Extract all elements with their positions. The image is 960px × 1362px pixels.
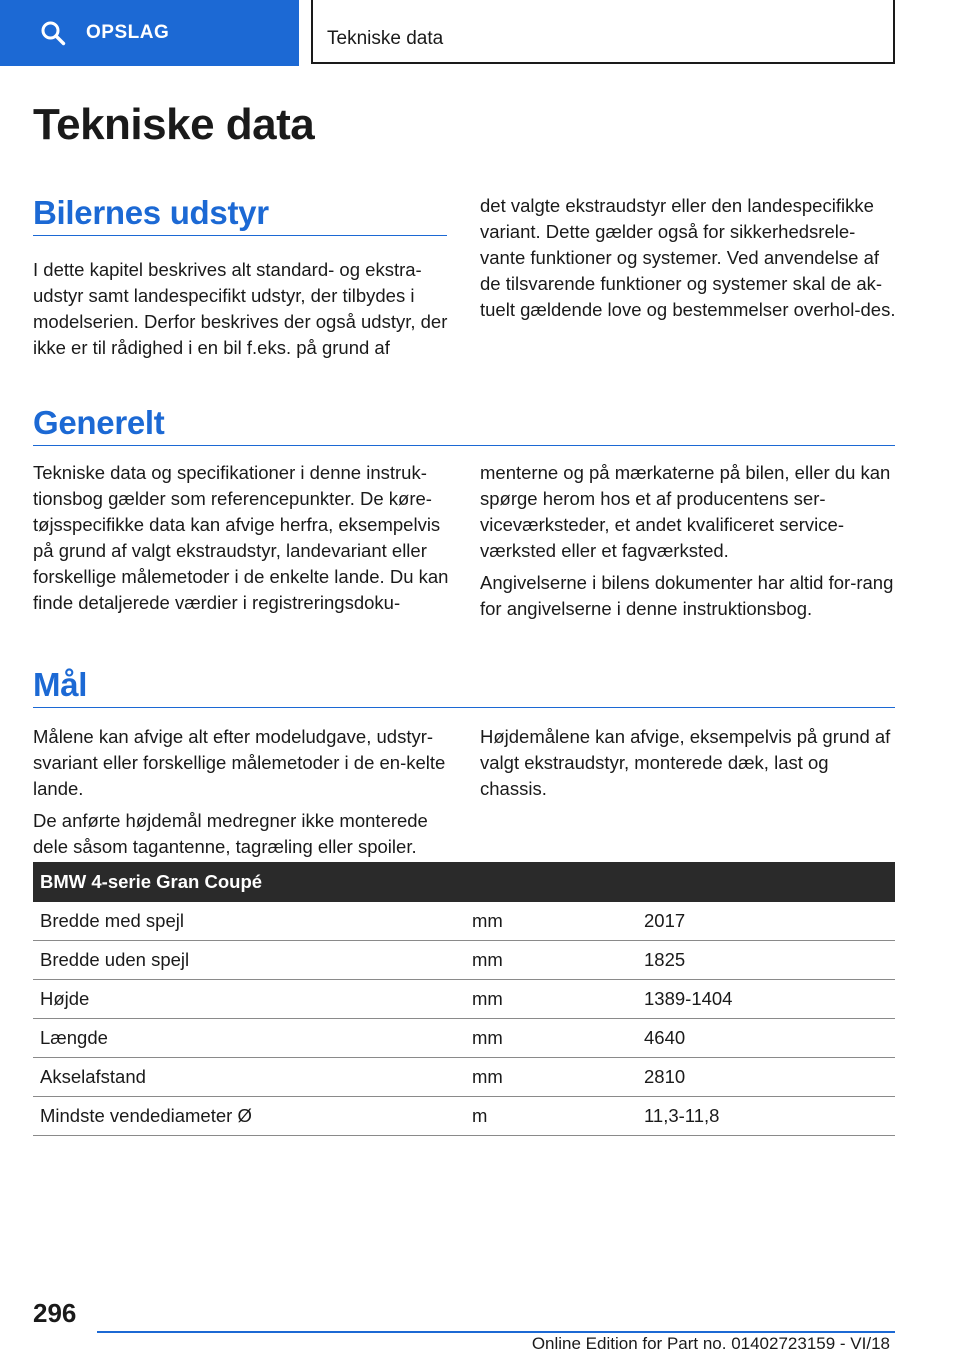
- table-row: [33, 1058, 895, 1097]
- text-column-maal-right: [480, 724, 898, 808]
- text-column-generelt-right: [480, 460, 898, 628]
- text-column-bilernes-left: [33, 257, 451, 367]
- paragraph: Angivelserne i bilens dokumenter har altid for-rang for angivelserne i denne instruktionsbog.: [480, 572, 894, 619]
- row-value: 1825: [637, 941, 895, 980]
- section-rule-generelt: [33, 445, 895, 446]
- table-row: [33, 941, 895, 980]
- row-unit: mm: [465, 902, 637, 941]
- section-heading-maal: Mål: [33, 666, 88, 703]
- paragraph: menterne og på mærkaterne på bilen, eller du kan spørge herom hos et af producentens ser-viceværksteder, et andet kvalificeret service-værksted eller et fagværksted.: [480, 462, 891, 561]
- row-label: Mindste vendediameter Ø: [33, 1097, 465, 1136]
- footer-rule: [97, 1331, 895, 1333]
- table-row: [33, 1097, 895, 1136]
- row-unit: mm: [465, 1058, 637, 1097]
- section-rule-bilernes: [33, 235, 447, 236]
- row-unit: mm: [465, 1019, 637, 1058]
- footer-edition-text: Online Edition for Part no. 01402723159 - VI/18: [531, 1334, 890, 1353]
- row-unit: m: [465, 1097, 637, 1136]
- paragraph: De anførte højdemål medregner ikke monterede dele såsom tagantenne, tagræling eller spoiler.: [33, 810, 428, 857]
- row-value: 1389-1404: [637, 980, 895, 1019]
- text-column-maal-left: [33, 724, 451, 866]
- breadcrumb[interactable]: Tekniske data: [311, 0, 895, 64]
- row-unit: mm: [465, 980, 637, 1019]
- row-label: Akselafstand: [33, 1058, 465, 1097]
- paragraph: I dette kapitel beskrives alt standard- og ekstra-udstyr samt landespecifikt udstyr, der tilbydes i modelserien. Derfor beskrives der også udstyr, der ikke er til rådighed i en bil f.eks. på grund af: [33, 259, 448, 358]
- table-header: BMW 4-serie Gran Coupé: [33, 862, 895, 902]
- row-value: 4640: [637, 1019, 895, 1058]
- row-label: Højde: [33, 980, 465, 1019]
- row-value: 2810: [637, 1058, 895, 1097]
- table-row: [33, 1019, 895, 1058]
- row-value: 2017: [637, 902, 895, 941]
- top-bar: [0, 0, 960, 66]
- search-button[interactable]: [0, 0, 299, 66]
- search-icon: [40, 20, 66, 46]
- section-rule-maal: [33, 707, 895, 708]
- section-heading-generelt: Generelt: [33, 404, 165, 441]
- row-unit: mm: [465, 941, 637, 980]
- dimensions-table: [33, 862, 895, 1136]
- search-label: OPSLAG: [86, 22, 170, 43]
- text-column-bilernes-right: [480, 193, 898, 329]
- row-label: Længde: [33, 1019, 465, 1058]
- paragraph: Højdemålene kan afvige, eksempelvis på grund af valgt ekstraudstyr, monterede dæk, last og chassis.: [480, 726, 891, 799]
- row-label: Bredde uden spejl: [33, 941, 465, 980]
- row-value: 11,3-11,8: [637, 1097, 895, 1136]
- page-title: Tekniske data: [33, 100, 315, 149]
- table-row: [33, 980, 895, 1019]
- paragraph: Målene kan afvige alt efter modeludgave, udstyr-svariant eller forskellige målemetoder i de en-kelte lande.: [33, 726, 446, 799]
- row-label: Bredde med spejl: [33, 902, 465, 941]
- text-column-generelt-left: [33, 460, 451, 622]
- section-heading-bilernes: Bilernes udstyr: [33, 194, 269, 231]
- table-header-row: [33, 862, 895, 902]
- page-number: 296: [33, 1298, 77, 1328]
- table-row: [33, 902, 895, 941]
- paragraph: det valgte ekstraudstyr eller den landespecifikke variant. Dette gælder også for sikkerhedsrele-vante funktioner og systemer. Ved anvendelse af de tilsvarende funktioner og systemer skal de ak-tuelt gældende love og bestemmelser overhol-des.: [480, 195, 896, 320]
- paragraph: Tekniske data og specifikationer i denne instruk-tionsbog gælder som referencepunkter. De køre-tøjsspecifikke data kan afvige herfra, eksempelvis på grund af valgt ekstraudstyr, landevariant eller forskellige målemetoder i de enkelte lande. Du kan finde detaljerede værdier i registreringsdoku-: [33, 462, 449, 613]
